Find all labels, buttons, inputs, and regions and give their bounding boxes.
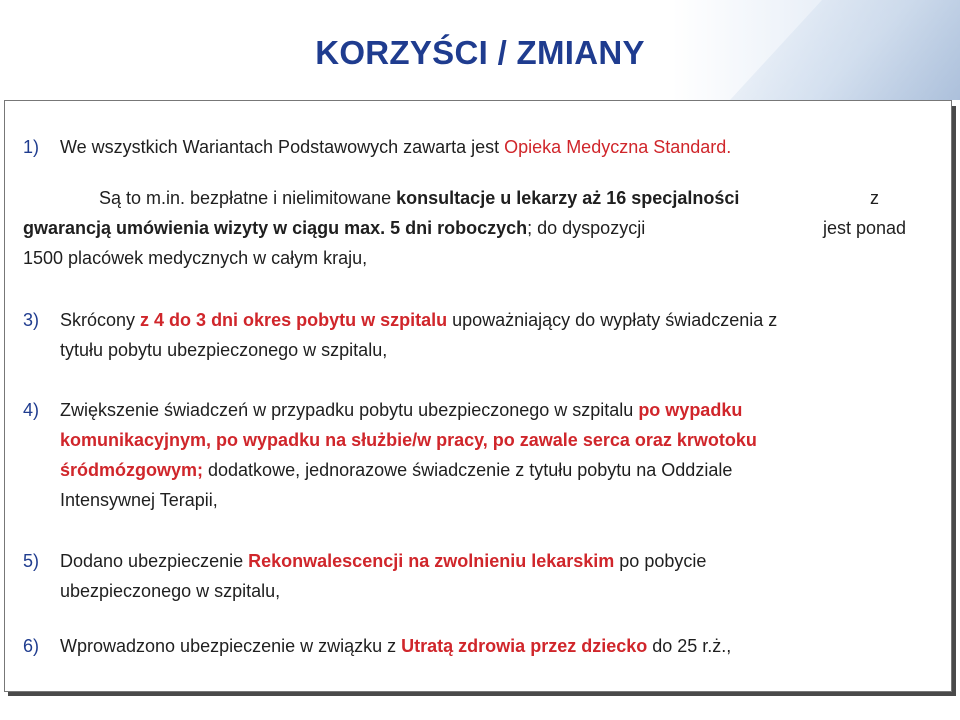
item-line: komunikacyjnym, po wypadku na służbie/w pracy, po zawale serca oraz krwotoku	[60, 430, 757, 450]
content-panel	[4, 100, 952, 692]
list-item-4	[23, 395, 933, 515]
item-text	[60, 137, 731, 157]
item-text-highlight: Utratą zdrowia przez dziecko	[401, 636, 648, 656]
item-text-plain: dodatkowe, jednorazowe świadczenie z tytułu pobytu na Oddziale	[203, 460, 733, 480]
item-line	[99, 183, 943, 213]
item-text-plain: Wprowadzono ubezpieczenie w związku z	[60, 636, 402, 656]
item-number: 3)	[23, 310, 40, 330]
item-text-plain: Są to m.in. bezpłatne i nielimitowane	[99, 188, 397, 208]
item-line: ubezpieczonego w szpitalu,	[60, 581, 281, 601]
item-number: 4)	[23, 400, 40, 420]
item-text-plain: Skrócony	[60, 310, 141, 330]
item-text-plain: ; do dyspozycji	[527, 218, 646, 238]
item-line	[60, 455, 933, 485]
list-item-6	[23, 631, 933, 661]
item-text-plain: do 25 r.ż.,	[647, 636, 732, 656]
item-text-highlight: po wypadku	[638, 400, 743, 420]
item-text-plain: jest ponad	[823, 218, 907, 238]
item-number: 5)	[23, 551, 40, 571]
item-line	[60, 631, 933, 661]
item-line	[60, 305, 933, 335]
item-text-plain: z	[870, 188, 879, 208]
item-text-plain: upoważniający do wypłaty świadczenia z	[447, 310, 778, 330]
item-line: Intensywnej Terapii,	[60, 490, 218, 510]
item-number: 1)	[23, 137, 40, 157]
item-line	[60, 546, 933, 576]
item-line	[23, 213, 943, 243]
list-item-5	[23, 546, 933, 606]
item-line: tytułu pobytu ubezpieczonego w szpitalu,	[60, 340, 388, 360]
item-text-highlight: śródmózgowym;	[60, 460, 204, 480]
list-item-2	[23, 183, 943, 273]
item-text-highlight: z 4 do 3 dni okres pobytu w szpitalu	[140, 310, 448, 330]
list-item-3	[23, 305, 933, 365]
item-text-plain: We wszystkich Wariantach Podstawowych zawarta jest	[60, 137, 505, 157]
item-text-highlight: Rekonwalescencji na zwolnieniu lekarskim	[248, 551, 615, 571]
item-line	[60, 395, 933, 425]
item-text-plain: po pobycie	[614, 551, 707, 571]
item-text-plain: Dodano ubezpieczenie	[60, 551, 249, 571]
item-text-bold: konsultacje u lekarzy aż 16 specjalności	[396, 188, 740, 208]
list-item-1	[23, 132, 923, 162]
item-line: 1500 placówek medycznych w całym kraju,	[23, 248, 368, 268]
item-text-bold: gwarancją umówienia wizyty w ciągu max. 5 dni roboczych	[23, 218, 528, 238]
item-text-plain: Zwiększenie świadczeń w przypadku pobytu ubezpieczonego w szpitalu	[60, 400, 639, 420]
item-number: 6)	[23, 636, 40, 656]
page-title: KORZYŚCI / ZMIANY	[315, 34, 645, 71]
item-text-highlight: Opieka Medyczna Standard.	[504, 137, 732, 157]
